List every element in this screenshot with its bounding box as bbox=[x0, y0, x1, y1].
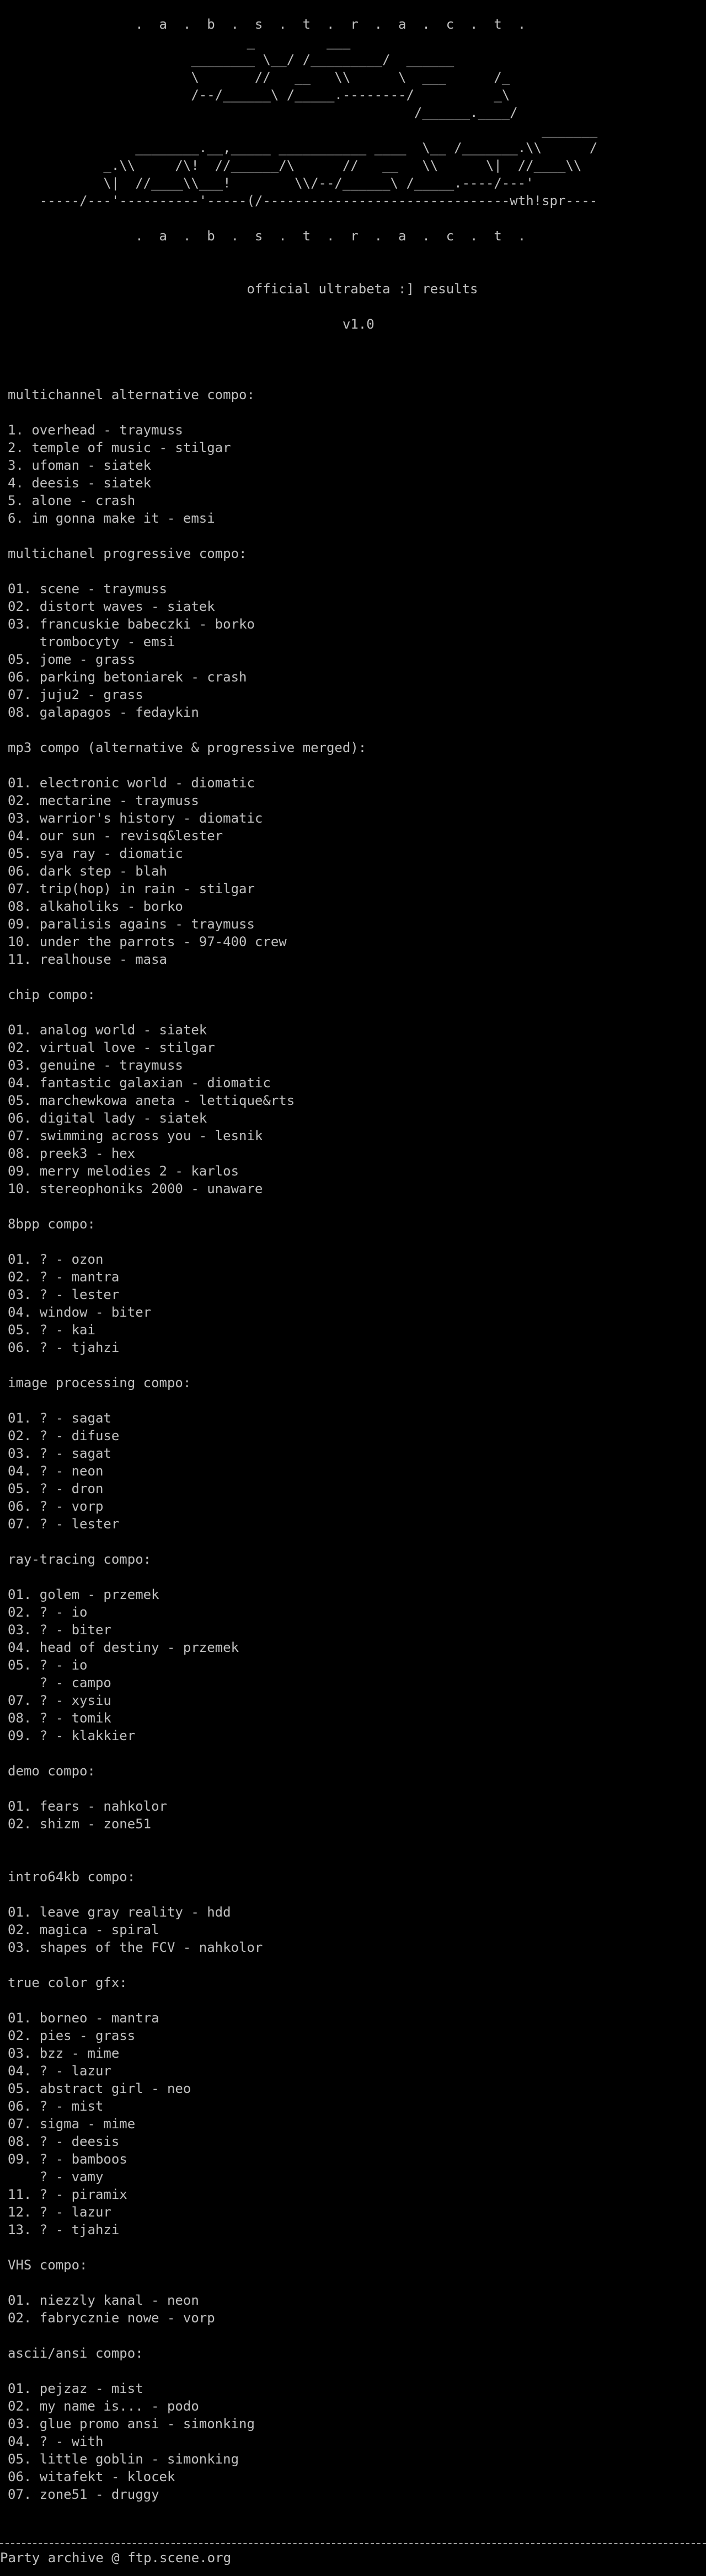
document-line bbox=[8, 351, 706, 368]
document-line: ray-tracing compo: bbox=[8, 1552, 152, 1567]
document-line: 01. borneo - mantra bbox=[8, 2010, 159, 2026]
document-line: 05. sya ray - diomatic bbox=[8, 846, 183, 861]
document-line bbox=[8, 527, 706, 545]
document-line: . a . b . s . t . r . a . c . t . bbox=[8, 17, 526, 32]
document-line: 06. ? - tjahzi bbox=[8, 1340, 120, 1355]
document-line: intro64kb compo: bbox=[8, 1869, 136, 1885]
document-line: 06. ? - mist bbox=[8, 2099, 104, 2114]
document-line: 01. leave gray reality - hdd bbox=[8, 1904, 231, 1920]
document-line: 02. pies - grass bbox=[8, 2028, 136, 2043]
document-line: 08. ? - deesis bbox=[8, 2134, 120, 2149]
document-line: 01. niezzly kanal - neon bbox=[8, 2293, 199, 2308]
document-line: -----/---'----------'-----(/-------------------------------wth!spr---- bbox=[8, 193, 598, 208]
document-line bbox=[8, 1198, 706, 1215]
document-line bbox=[8, 368, 706, 386]
party-archive-link-text: Party archive @ ftp.scene.org bbox=[0, 2550, 232, 2566]
document-line bbox=[8, 245, 706, 262]
document-line: 12. ? - lazur bbox=[8, 2204, 111, 2220]
document-line bbox=[8, 562, 706, 580]
document-line: 03. bzz - mime bbox=[8, 2046, 120, 2061]
document-line: _______ bbox=[8, 122, 598, 138]
document-line: /______.____/ bbox=[8, 105, 518, 120]
document-line: 04. head of destiny - przemek bbox=[8, 1640, 239, 1655]
document-line: 04. our sun - revisq&lester bbox=[8, 828, 223, 844]
document-line: 10. stereophoniks 2000 - unaware bbox=[8, 1181, 263, 1196]
document-line: 01. scene - traymuss bbox=[8, 581, 167, 597]
document-line: 03. shapes of the FCV - nahkolor bbox=[8, 1940, 263, 1955]
document-line: 09. ? - bamboos bbox=[8, 2151, 127, 2167]
document-line: multichanel progressive compo: bbox=[8, 546, 247, 561]
document-line: 05. marchewkowa aneta - lettique&rts bbox=[8, 1093, 295, 1108]
document-line: 01. golem - przemek bbox=[8, 1587, 159, 1602]
document-line: 03. genuine - traymuss bbox=[8, 1058, 183, 1073]
document-line: ________.__,_____ ___________ ____ \__ /_______.\\ / bbox=[8, 140, 598, 155]
document-line: 05. jome - grass bbox=[8, 652, 136, 667]
document-line: 08. alkaholiks - borko bbox=[8, 899, 183, 914]
document-line: 08. galapagos - fedaykin bbox=[8, 705, 199, 720]
document-line: ? - campo bbox=[8, 1675, 111, 1690]
document-line: 01. ? - ozon bbox=[8, 1252, 104, 1267]
document-line bbox=[8, 1392, 706, 1409]
document-line bbox=[8, 262, 706, 280]
document-line: 06. witafekt - klocek bbox=[8, 2469, 175, 2484]
document-line: 02. virtual love - stilgar bbox=[8, 1040, 215, 1055]
document-line: 03. warrior's history - diomatic bbox=[8, 811, 263, 826]
document-line: 1. overhead - traymuss bbox=[8, 422, 183, 438]
document-line: 04. window - biter bbox=[8, 1305, 152, 1320]
document-line: demo compo: bbox=[8, 1763, 95, 1779]
document-line: 03. ? - biter bbox=[8, 1622, 111, 1638]
document-line: _ ___ bbox=[8, 34, 351, 50]
document-line: 3. ufoman - siatek bbox=[8, 458, 152, 473]
document-line: 03. glue promo ansi - simonking bbox=[8, 2416, 255, 2432]
document-line: 01. ? - sagat bbox=[8, 1410, 111, 1426]
footer-divider bbox=[0, 2543, 706, 2544]
document-line: /--/______\ /_____.--------/ _\ bbox=[8, 87, 510, 103]
document-line bbox=[8, 2362, 706, 2380]
document-line: 06. dark step - blah bbox=[8, 863, 167, 879]
document-line: 13. ? - tjahzi bbox=[8, 2222, 120, 2237]
document-line: 05. abstract girl - neo bbox=[8, 2081, 191, 2096]
document-line: 6. im gonna make it - emsi bbox=[8, 511, 215, 526]
document-line: 01. analog world - siatek bbox=[8, 1022, 207, 1038]
document-line: 06. digital lady - siatek bbox=[8, 1110, 207, 1126]
document-line: 02. ? - io bbox=[8, 1604, 88, 1620]
document-line: chip compo: bbox=[8, 987, 95, 1002]
document-line: trombocyty - emsi bbox=[8, 634, 175, 650]
document-line bbox=[8, 2327, 706, 2344]
page-footer bbox=[0, 2543, 706, 2566]
document-line: 05. little goblin - simonking bbox=[8, 2451, 239, 2467]
document-line: 05. ? - io bbox=[8, 1657, 88, 1673]
document-line: 03. ? - sagat bbox=[8, 1446, 111, 1461]
document-line: 01. pejzaz - mist bbox=[8, 2381, 143, 2396]
document-line bbox=[8, 1568, 706, 1586]
document-line bbox=[8, 1850, 706, 1868]
document-line bbox=[8, 756, 706, 774]
document-line: 07. juju2 - grass bbox=[8, 687, 143, 702]
document-line: 02. magica - spiral bbox=[8, 1922, 159, 1938]
document-line: 02. my name is... - podo bbox=[8, 2398, 199, 2414]
document-line: multichannel alternative compo: bbox=[8, 387, 255, 402]
document-line: 01. fears - nahkolor bbox=[8, 1799, 167, 1814]
document-line: 2. temple of music - stilgar bbox=[8, 440, 231, 455]
document-line: 04. ? - lazur bbox=[8, 2063, 111, 2079]
document-line: 08. preek3 - hex bbox=[8, 1146, 136, 1161]
document-line: VHS compo: bbox=[8, 2257, 88, 2273]
document-line: 06. parking betoniarek - crash bbox=[8, 669, 247, 685]
document-line bbox=[8, 1833, 706, 1850]
document-line bbox=[8, 1533, 706, 1550]
document-line: 04. ? - with bbox=[8, 2434, 104, 2449]
document-line: 03. ? - lester bbox=[8, 1287, 120, 1302]
document-line: 10. under the parrots - 97-400 crew bbox=[8, 934, 287, 949]
document-line bbox=[8, 1780, 706, 1797]
document-line: 09. merry melodies 2 - karlos bbox=[8, 1163, 239, 1179]
document-line: 07. ? - xysiu bbox=[8, 1693, 111, 1708]
document-line: 05. ? - dron bbox=[8, 1481, 104, 1496]
document-line bbox=[8, 404, 706, 421]
document-line: 07. zone51 - druggy bbox=[8, 2487, 159, 2502]
document-line bbox=[8, 1886, 706, 1903]
document-line bbox=[8, 968, 706, 986]
document-line: _.\\ /\! //______/\ // __ \\ \| //____\\ bbox=[8, 158, 582, 173]
document-line: \ // __ \\ \ ___ /_ bbox=[8, 69, 510, 85]
document-line: ? - vamy bbox=[8, 2169, 104, 2185]
document-line bbox=[8, 2274, 706, 2291]
document-line: 03. francuskie babeczki - borko bbox=[8, 616, 255, 632]
document-line bbox=[8, 2239, 706, 2256]
document-line: 01. electronic world - diomatic bbox=[8, 775, 255, 791]
document-line: ascii/ansi compo: bbox=[8, 2346, 143, 2361]
document-line: 07. sigma - mime bbox=[8, 2116, 136, 2132]
document-line: v1.0 bbox=[8, 316, 375, 332]
document-line bbox=[8, 1003, 706, 1021]
document-line bbox=[8, 1356, 706, 1374]
document-line: 09. ? - klakkier bbox=[8, 1728, 136, 1743]
document-line: 09. paralisis agains - traymuss bbox=[8, 916, 255, 932]
document-line: 11. ? - piramix bbox=[8, 2187, 127, 2202]
document-line: 02. shizm - zone51 bbox=[8, 1816, 152, 1832]
document-line bbox=[8, 298, 706, 315]
document-line bbox=[8, 1745, 706, 1762]
document-line bbox=[8, 210, 706, 227]
document-line: . a . b . s . t . r . a . c . t . bbox=[8, 228, 526, 244]
document-line: 5. alone - crash bbox=[8, 493, 136, 508]
document-line: 02. distort waves - siatek bbox=[8, 599, 215, 614]
document-line: 02. fabrycznie nowe - vorp bbox=[8, 2310, 215, 2326]
document-line: 07. trip(hop) in rain - stilgar bbox=[8, 881, 255, 897]
document-line: 02. ? - mantra bbox=[8, 1269, 120, 1285]
document-line: 02. mectarine - traymuss bbox=[8, 793, 199, 808]
document-line: 06. ? - vorp bbox=[8, 1499, 104, 1514]
document-line: 8bpp compo: bbox=[8, 1216, 95, 1232]
document-line: 04. fantastic galaxian - diomatic bbox=[8, 1075, 271, 1091]
document-line: \| //____\\___! \\/--/______\ /_____.----/---' bbox=[8, 175, 534, 191]
document-line: image processing compo: bbox=[8, 1375, 191, 1391]
document-line bbox=[8, 1233, 706, 1251]
document-line: 11. realhouse - masa bbox=[8, 952, 167, 967]
document-line: ________ \__/ /_________/ ______ bbox=[8, 52, 454, 67]
document-line bbox=[8, 1992, 706, 2009]
document-line: 07. swimming across you - lesnik bbox=[8, 1128, 263, 1144]
document-line: 4. deesis - siatek bbox=[8, 475, 152, 491]
document-line: 08. ? - tomik bbox=[8, 1710, 111, 1726]
document-line: official ultrabeta :] results bbox=[8, 281, 478, 297]
document-line: 04. ? - neon bbox=[8, 1463, 104, 1479]
document-line: 05. ? - kai bbox=[8, 1322, 95, 1338]
document-line: 07. ? - lester bbox=[8, 1516, 120, 1532]
document-line: true color gfx: bbox=[8, 1975, 127, 1990]
document-line bbox=[8, 1956, 706, 1974]
document-line bbox=[8, 721, 706, 739]
document-line: mp3 compo (alternative & progressive merged): bbox=[8, 740, 367, 755]
document-line: 02. ? - difuse bbox=[8, 1428, 120, 1443]
document-line bbox=[8, 333, 706, 351]
